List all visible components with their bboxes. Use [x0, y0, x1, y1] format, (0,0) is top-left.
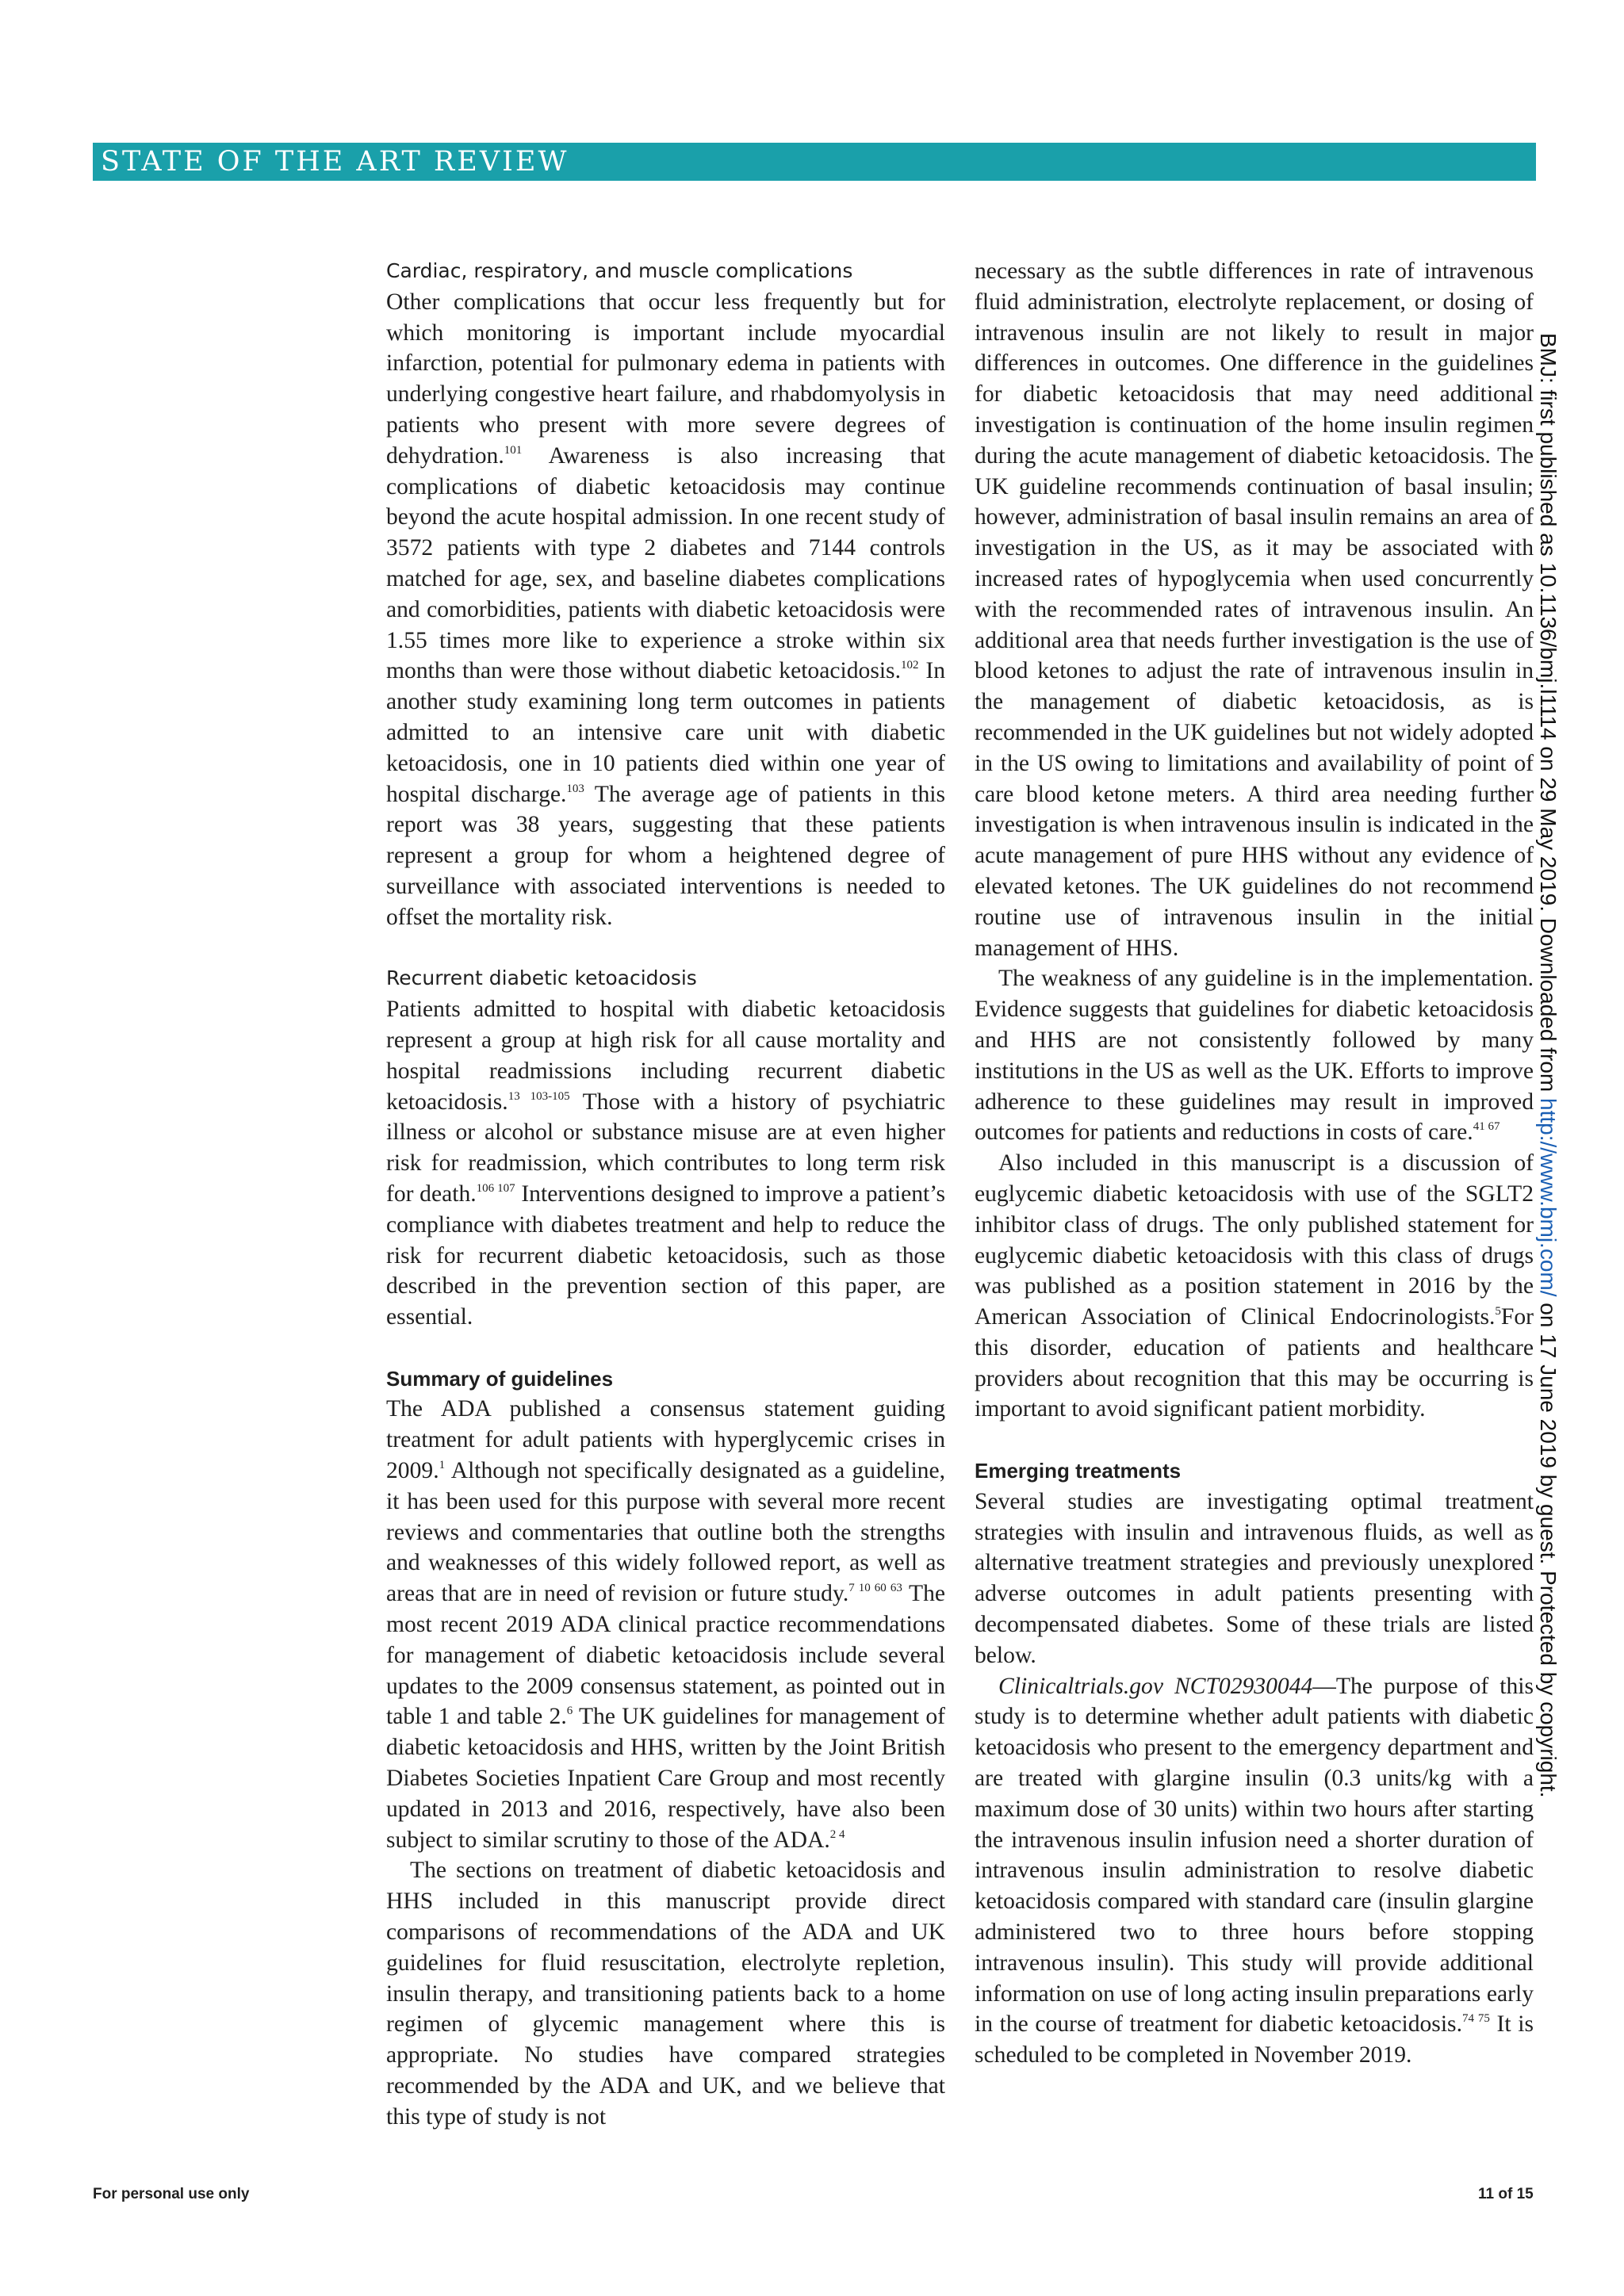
body-paragraph: The weakness of any guideline is in the implementation. Evidence suggests that guidelines for diabetic ketoacidosis and HHS are not consistently followed by many institutions in the US as well as the UK. Efforts to improve adherence to these guidelines may result in improved outcomes for patients and reductions in costs of care.$^{41 67}$	[975, 966, 1534, 1146]
left-column	[386, 256, 945, 2151]
citation-ref: 2 4	[829, 1827, 845, 1841]
sidebar-text: on 17 June 2019 by guest. Protected by copyright.	[1536, 1296, 1561, 1798]
banner-title: STATE OF THE ART REVIEW	[101, 146, 569, 178]
section-heading: Recurrent diabetic ketoacidosis	[386, 966, 697, 990]
body-paragraph: Clinicaltrials.gov NCT02930044—The purpose of this study is to determine whether adult patients with diabetic ketoacidosis who present to the emergency department and are treated with glargine insulin (0.3 units/kg with a maximum dose of 30 units) within two hours after starting the intravenous insulin infusion need a shorter duration of intravenous insulin administration to resolve diabetic ketoacidosis compared with standard care (insulin glargine administered two to three hours before stopping intravenous insulin). This study will provide additional information on use of long acting insulin preparations early in the course of treatment for diabetic ketoacidosis.$^{74 75}$ It is scheduled to be completed in November 2019.	[975, 1673, 1534, 2068]
citation-ref: 41 67	[1473, 1120, 1500, 1134]
copyright-sidebar	[1535, 333, 1561, 1797]
sidebar-text: BMJ: first published as 10.1136/bmj.l1114 on 29 May 2019. Downloaded from	[1536, 333, 1561, 1098]
citation-ref: 1	[439, 1459, 446, 1472]
citation-ref: 6	[566, 1705, 573, 1718]
citation-ref: 74 75	[1461, 2012, 1490, 2026]
citation-ref: 5	[1495, 1305, 1501, 1318]
citation-ref: 13 103-105	[508, 1089, 570, 1103]
footer-usage-note: For personal use only	[93, 2186, 250, 2202]
right-column	[975, 256, 1534, 2151]
section-heading: Cardiac, respiratory, and muscle complications	[386, 259, 853, 282]
citation-ref: 102	[900, 659, 919, 672]
citation-ref: 106 107	[476, 1181, 515, 1195]
body-paragraph: Other complications that occur less frequently but for which monitoring is important include myocardial infarction, potential for pulmonary edema in patients with underlying congestive heart failure, and rhabdomyolysis in patients who present with more severe degrees of dehydration.$^{101}$ Awareness is also increasing that complications of diabetic ketoacidosis may continue beyond the acute hospital admission. In one recent study of 3572 patients with type 2 diabetes and 7144 controls matched for age, sex, and baseline diabetes complications and comorbidities, patients with diabetic ketoacidosis were 1.55 times more like to experience a stroke within six months than were those without diabetic ketoacidosis.$^{102}$ In another study examining long term outcomes in patients admitted to an intensive care unit with diabetic ketoacidosis, one in 10 patients died within one year of hospital discharge.$^{103}$ The average age of patients in this report was 38 years, suggesting that these patients represent a group for whom a heightened degree of surveillance with associated interventions is needed to offset the mortality risk.	[386, 289, 945, 930]
section-heading: Summary of guidelines	[386, 1366, 614, 1391]
trial-identifier: Clinicaltrials.gov NCT02930044	[998, 1673, 1313, 1699]
citation-ref: 7 10 60 63	[848, 1582, 902, 1595]
body-paragraph: The sections on treatment of diabetic ketoacidosis and HHS included in this manuscript provide direct comparisons of recommendations of the ADA and UK guidelines for fluid resuscitation, electrolyte repletion, insulin therapy, and transitioning patients back to a home regimen of glycemic management where this is appropriate. No studies have compared strategies recommended by the ADA and UK, and we believe that this type of study is not	[386, 1858, 945, 2130]
body-paragraph: necessary as the subtle differences in rate of intravenous fluid administration, electrolyte replacement, or dosing of intravenous insulin are not likely to result in major differences in outcomes. One difference in the guidelines for diabetic ketoacidosis that may need additional investigation is continuation of the home insulin regimen during the acute management of diabetic ketoacidosis. The UK guideline recommends continuation of basal insulin; however, administration of basal insulin remains an area of investigation in the US, as it may be associated with increased rates of hypoglycemia when used concurrently with the recommended rates of intravenous insulin. An additional area that needs further investigation is the use of blood ketones to adjust the rate of intravenous insulin in the management of diabetic ketoacidosis, as is recommended in the UK guidelines but not widely adopted in the US owing to limitations and availability of point of care blood ketone meters. A third area needing further investigation is when intravenous insulin is indicated in the acute management of pure HHS without any evidence of elevated ketones. The UK guidelines do not recommend routine use of intravenous insulin in the initial management of HHS.	[975, 258, 1534, 961]
page-number: 11 of 15	[1478, 2186, 1534, 2202]
section-heading: Emerging treatments	[975, 1459, 1182, 1483]
citation-ref: 101	[504, 443, 523, 457]
body-paragraph: Patients admitted to hospital with diabetic ketoacidosis represent a group at high risk for all cause mortality and hospital readmissions including recurrent diabetic ketoacidosis.$^{13 103-105}$ Those with a history of psychiatric illness or alcohol or substance misuse are at even higher risk for readmission, which contributes to long term risk for death.$^{106 107}$ Interventions designed to improve a patient’s compliance with diabetes treatment and help to reduce the risk for recurrent diabetic ketoacidosis, such as those described in the prevention section of this paper, are essential.	[386, 997, 946, 1330]
body-paragraph: The ADA published a consensus statement guiding treatment for adult patients with hyperglycemic crises in 2009.$^1$ Although not specifically designated as a guideline, it has been used for this purpose with several more recent reviews and commentaries that outline both the strengths and weaknesses of this widely followed report, as well as areas that are in need of revision or future study.$^{7 10 60 63}$ The most recent 2019 ADA clinical practice recommendations for management of diabetic ketoacidosis include several updates to the 2009 consensus statement, as pointed out in table 1 and table 2.$^6$ The UK guidelines for management of diabetic ketoacidosis and HHS, written by the Joint British Diabetes Societies Inpatient Care Group and most recently updated in 2013 and 2016, respectively, have also been subject to similar scrutiny to those of the ADA.$^{2 4}$	[386, 1396, 946, 1853]
section-banner	[93, 143, 1536, 181]
bmj-link[interactable]: http://www.bmj.com/	[1536, 1098, 1561, 1297]
citation-ref: 103	[566, 782, 584, 795]
body-paragraph: Several studies are investigating optimal treatment strategies with insulin and intravenous fluids, as well as alternative treatment strategies and previously unexplored adverse outcomes in adult patients presenting with decompensated diabetes. Some of these trials are listed below.	[975, 1488, 1534, 1668]
body-paragraph: Also included in this manuscript is a discussion of euglycemic diabetic ketoacidosis with use of the SGLT2 inhibitor class of drugs. The only published statement for euglycemic diabetic ketoacidosis with this class of drugs was published as a position statement in 2016 by the American Association of Clinical Endocrinologists.$^5$For this disorder, education of patients and healthcare providers about recognition that this may be occurring is important to avoid significant patient morbidity.	[975, 1150, 1534, 1422]
